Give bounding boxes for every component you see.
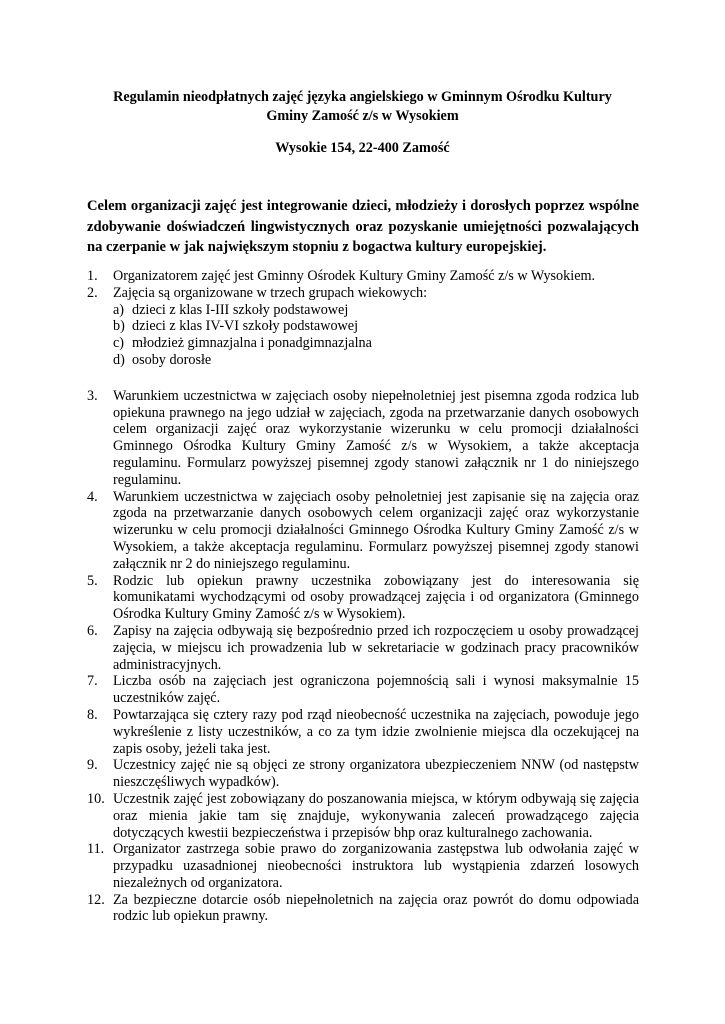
sub-item-letter: d)	[113, 351, 125, 368]
item-text: Zapisy na zajęcia odbywają się bezpośrednio przed ich rozpoczęciem u osoby prowadzącej zajęcia, w miejscu ich prowadzenia lub w sekretariacie w godzinach pracy pracowników administracyjnych.	[113, 622, 639, 673]
list-item	[87, 841, 639, 891]
list-item	[87, 623, 639, 673]
item-number: 7.	[87, 673, 98, 690]
item-text: Za bezpieczne dotarcie osób niepełnoletnich na zajęcia oraz powrót do domu odpowiada rodzic lub opiekun prawny.	[113, 891, 639, 925]
sub-item-letter: c)	[113, 335, 125, 352]
list-item	[87, 285, 639, 369]
sub-item-letter: b)	[113, 318, 125, 335]
item-number: 8.	[87, 706, 98, 723]
item-text: Powtarzająca się cztery razy pod rząd nieobecność uczestnika na zajęciach, powoduje jego wykreślenie z listy uczestników, a co za tym idzie zwolnienie miejsca dla oczekującej na zapis osoby, jeżeli taka jest.	[113, 706, 639, 757]
item-number: 9.	[87, 757, 98, 774]
item-number: 6.	[87, 622, 98, 639]
list-item	[87, 707, 639, 757]
sub-item-text: osoby dorosłe	[132, 351, 212, 368]
list-item	[87, 573, 639, 623]
sub-list-item	[113, 352, 639, 369]
intro-paragraph: Celem organizacji zajęć jest integrowanie dzieci, młodzieży i dorosłych poprzez wspólne zdobywanie doświadczeń lingwistycznych oraz pozyskanie umiejętności pozwalających na czerpanie w jak największym stopniu z bogactwa kultury europejskiej.	[87, 198, 639, 255]
sub-list-item	[113, 302, 639, 319]
item-number: 11.	[87, 841, 105, 858]
sub-list-item	[113, 335, 639, 352]
list-item	[87, 268, 639, 285]
item-number: 4.	[87, 488, 98, 505]
item-number: 5.	[87, 572, 98, 589]
list-item	[87, 489, 639, 573]
item-number: 1.	[87, 268, 98, 284]
age-groups-list	[113, 302, 639, 369]
item-text: Warunkiem uczestnictwa w zajęciach osoby niepełnoletniej jest pisemna zgoda rodzica lub opiekuna prawnego na jego udział w zajęciach, zgoda na przetwarzanie danych osobowych celem organizacji zajęć oraz wykorzystanie wizerunku w celu promocji działalności Gminnego Ośrodka Kultury Gminy Zamość z/s w Wysokiem, a także akceptacja regulaminu. Formularz powyższej pisemnej zgody stanowi załącznik nr 1 do niniejszego regulaminu.	[113, 387, 639, 488]
document-title	[60, 88, 665, 126]
item-number: 2.	[87, 284, 98, 301]
list-spacer	[87, 369, 639, 388]
item-number: 12.	[87, 891, 105, 908]
list-item	[87, 791, 639, 841]
title-line-1: Regulamin nieodpłatnych zajęć języka angielskiego w Gminnym Ośrodku Kultury	[113, 89, 612, 105]
item-number: 10.	[87, 790, 105, 807]
sub-list-item	[113, 318, 639, 335]
item-text: Rodzic lub opiekun prawny uczestnika zobowiązany jest do interesowania się komunikatami wychodzącymi od osoby prowadzącej zajęcia i od organizatora (Gminnego Ośrodka Kultury Gminy Zamość z/s w Wysokiem).	[113, 572, 639, 623]
item-text: Zajęcia są organizowane w trzech grupach wiekowych:	[113, 284, 428, 301]
item-text: Liczba osób na zajęciach jest ograniczona pojemnością sali i wynosi maksymalnie 15 uczestników zajęć.	[113, 673, 639, 707]
sub-item-text: dzieci z klas I-III szkoły podstawowej	[132, 301, 349, 318]
rules-list	[87, 268, 639, 925]
address: Wysokie 154, 22-400 Zamość	[275, 140, 450, 156]
title-line-2: Gminy Zamość z/s w Wysokiem	[266, 108, 459, 124]
list-item	[87, 892, 639, 926]
list-item	[87, 388, 639, 489]
sub-item-text: dzieci z klas IV-VI szkoły podstawowej	[132, 318, 359, 335]
sub-item-text: młodzież gimnazjalna i ponadgimnazjalna	[132, 335, 372, 352]
item-text: Uczestnicy zajęć nie są objęci ze strony organizatora ubezpieczeniem NNW (od następstw nieszczęśliwych wypadków).	[113, 757, 639, 791]
sub-item-letter: a)	[113, 301, 125, 318]
list-item	[87, 673, 639, 707]
item-number: 3.	[87, 387, 98, 404]
item-text: Organizator zastrzega sobie prawo do zorganizowania zastępstwa lub odwołania zajęć w przypadku uzasadnionej nieobecności instruktora lub wystąpienia zdarzeń losowych niezależnych od organizatora.	[113, 841, 639, 891]
list-item	[87, 757, 639, 791]
item-text: Warunkiem uczestnictwa w zajęciach osoby pełnoletniej jest zapisanie się na zajęcia oraz zgoda na przetwarzanie danych osobowych celem organizacji zajęć oraz wykorzystanie wizerunku w celu promocji działalności Gminnego Ośrodka Kultury Gminy Zamość z/s w Wysokiem, a także akceptacja regulaminu. Formularz powyższej pisemnej zgody stanowi załącznik nr 2 do niniejszego regulaminu.	[113, 488, 639, 572]
item-text: Uczestnik zajęć jest zobowiązany do poszanowania miejsca, w którym odbywają się zajęcia oraz mienia jakie tam się znajduje, wykonywania zaleceń prowadzącego zajęcia dotyczących kwestii bezpieczeństwa i przepisów bhp oraz kulturalnego zachowania.	[113, 790, 639, 841]
item-text: Organizatorem zajęć jest Gminny Ośrodek Kultury Gminy Zamość z/s w Wysokiem.	[113, 268, 596, 284]
